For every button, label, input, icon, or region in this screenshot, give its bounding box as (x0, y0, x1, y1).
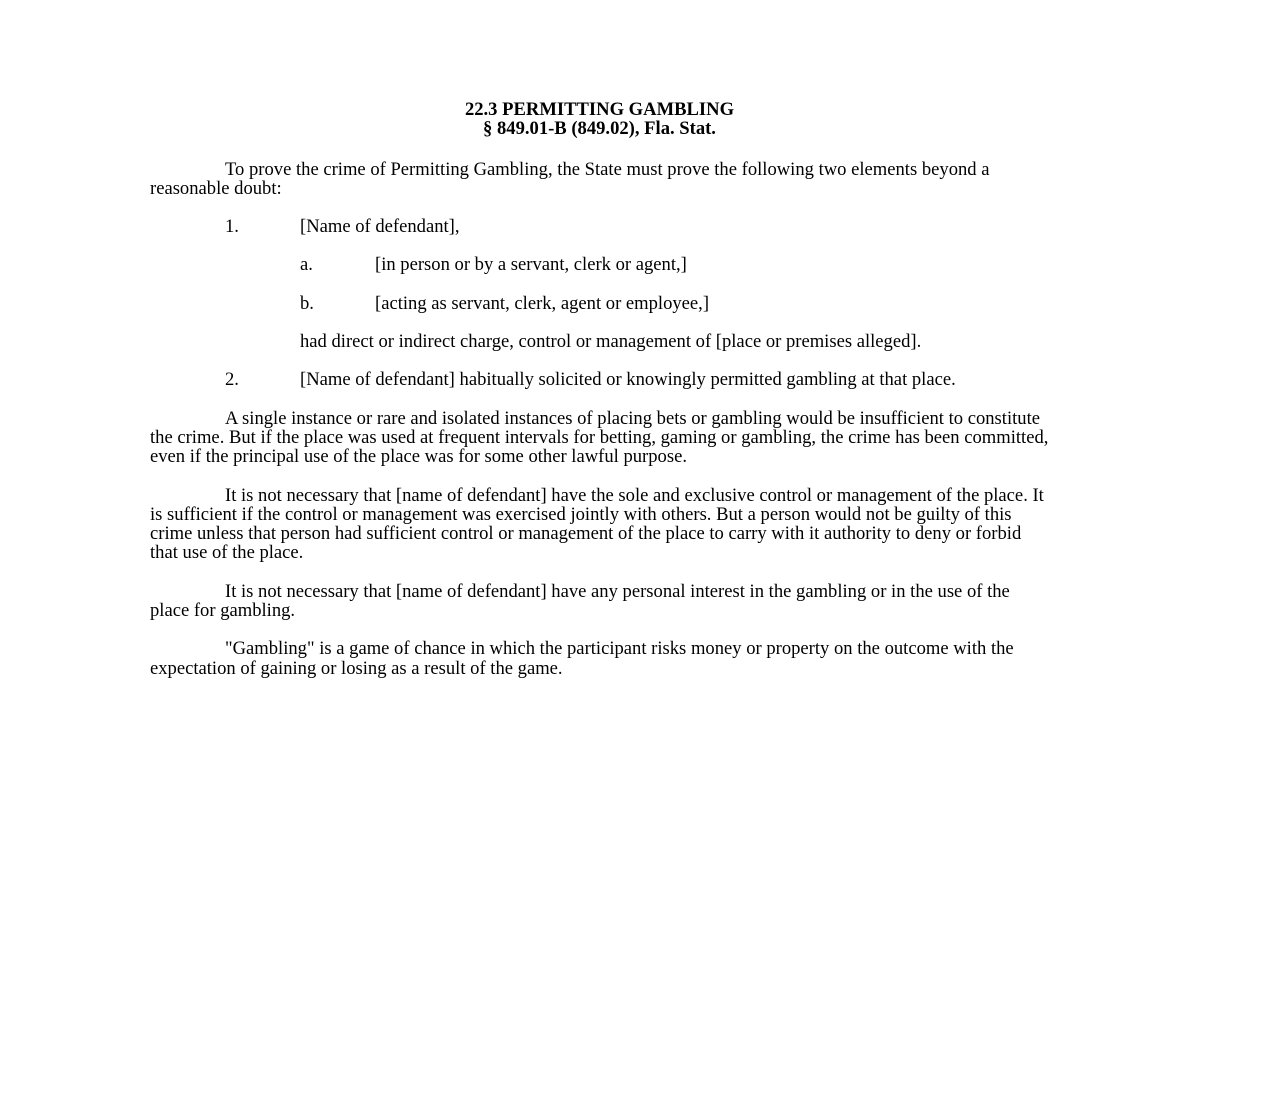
element-1-continuation: had direct or indirect charge, control or management of [place or premises alleged]. (300, 331, 922, 353)
paragraph-personal-interest: It is not necessary that [name of defendant] have any personal interest in the gambling or in the use of the place for gambling. (150, 580, 1010, 622)
heading-title: 22.3 PERMITTING GAMBLING (464, 99, 735, 120)
option-b-letter: b. (300, 292, 314, 314)
paragraph-control-management: It is not necessary that [name of defendant] have the sole and exclusive control or management of the place. It is sufficient if the control or management was exercised jointly with others. But a person would not be guilty of this crime unless that person had sufficient control or management of the place to carry with it authority to deny or forbid that use of the place. (150, 484, 1044, 564)
jury-instruction (150, 100, 1050, 697)
element-1-text: [Name of defendant], (300, 216, 460, 238)
paragraph-isolated-instances: A single instance or rare and isolated instances of placing bets or gambling would be insufficient to constitute the crime. But if the place was used at frequent intervals for betting, gaming or gambling, the crime has been committed, even if the principal use of the place was for some other lawful purpose. (150, 407, 1049, 468)
option-b-text: [acting as servant, clerk, agent or employee,] (375, 292, 710, 314)
element-1-option-a (150, 255, 1050, 274)
element-2 (150, 370, 1050, 389)
element-2-number: 2. (225, 369, 239, 391)
element-2-text: [Name of defendant] habitually solicited or knowingly permitted gambling at that place. (300, 369, 956, 391)
paragraph-gambling-definition: "Gambling" is a game of chance in which the participant risks money or property on the outcome with the expectation of gaining or losing as a result of the game. (150, 638, 1014, 679)
option-a-text: [in person or by a servant, clerk or agent,] (375, 254, 687, 276)
element-1-number: 1. (225, 216, 239, 238)
option-a-letter: a. (300, 254, 313, 276)
element-1-option-b (150, 294, 1050, 313)
document-heading (150, 100, 1050, 139)
intro-paragraph: To prove the crime of Permitting Gambling, the State must prove the following two elements beyond a reasonable doubt: (150, 158, 990, 199)
element-1 (150, 217, 1050, 236)
heading-statute: § 849.01-B (849.02), Fla. Stat. (483, 118, 716, 140)
